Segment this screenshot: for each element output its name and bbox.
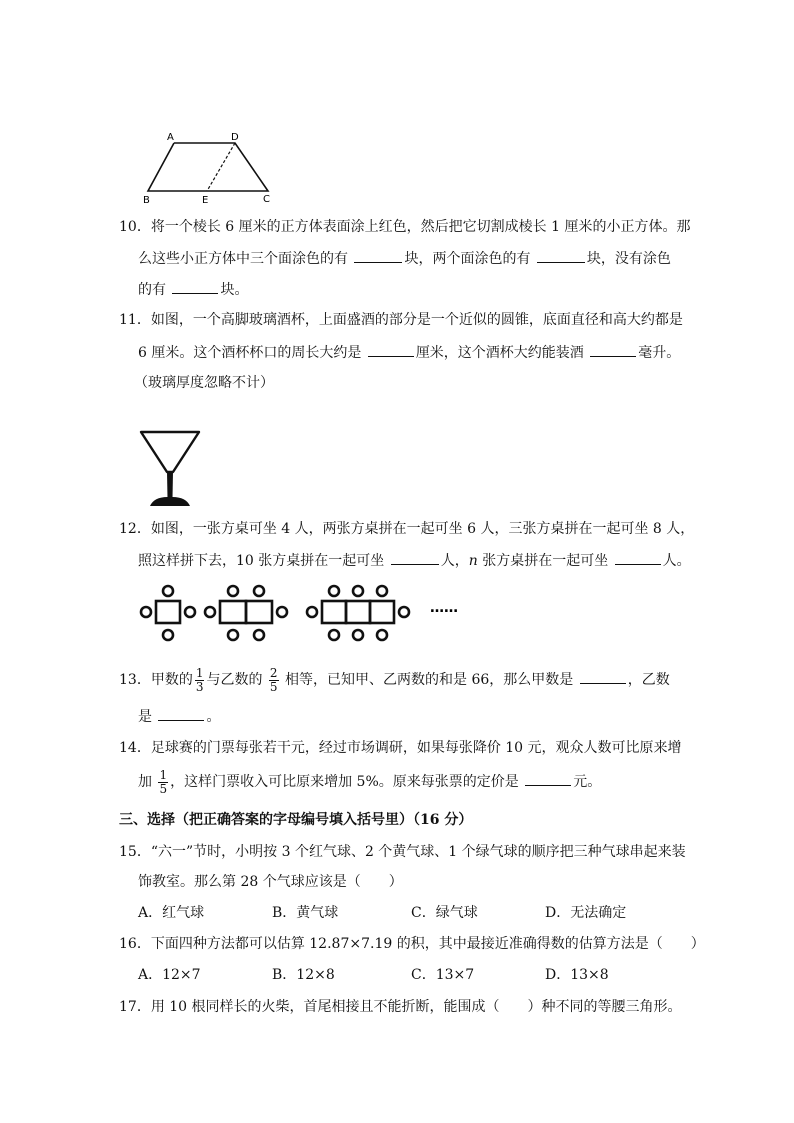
q15-option-a[interactable]: A．红气球 — [138, 905, 205, 921]
q11-line3: （玻璃厚度忽略不计） — [134, 375, 274, 391]
trapezoid-figure — [140, 130, 275, 205]
fraction-one-third: $\frac{1}{3}$ — [195, 665, 204, 694]
q14-line2: 加 $\frac{1}{5}$ ，这样门票收入可比原来增加 5%。原来每张票的定价是 元。 — [138, 767, 602, 796]
fraction-two-fifths: $\frac{2}{5}$ — [269, 665, 278, 694]
label-d: D — [231, 132, 239, 143]
q13-line2: 是 。 — [138, 706, 220, 727]
q14-line1: 14．足球赛的门票每张若干元，经过市场调研，如果每张降价 10 元，观众人数可比原来增 — [119, 740, 682, 756]
q10-line2: 么这些小正方体中三个面涂色的有 块，两个面涂色的有 块，没有涂色 — [138, 248, 671, 269]
q15-line2: 饰教室。那么第 28 个气球应该是（ ） — [138, 874, 403, 890]
answer-blank[interactable] — [525, 771, 571, 786]
q15-option-c[interactable]: C．绿气球 — [411, 905, 478, 921]
q16-option-a[interactable]: A．12×7 — [138, 967, 201, 983]
q10-line1: 10．将一个棱长 6 厘米的正方体表面涂上红色，然后把它切割成棱长 1 厘米的小正方体。那 — [119, 219, 691, 235]
q16-option-d[interactable]: D．13×8 — [545, 967, 609, 983]
q12-line2: 照这样拼下去，10 张方桌拼在一起可坐 人，n 张方桌拼在一起可坐 人。 — [138, 550, 691, 571]
fraction-one-fifth: $\frac{1}{5}$ — [159, 767, 168, 796]
q15-option-b[interactable]: B．黄气球 — [272, 905, 339, 921]
section-3-heading: 三、选择（把正确答案的字母编号填入括号里）（16 分） — [119, 812, 473, 828]
q15-line1: 15．“六一”节时，小明按 3 个红气球、2 个黄气球、1 个绿气球的顺序把三种气球串起来装 — [119, 844, 686, 860]
wine-glass-figure — [138, 428, 202, 510]
answer-blank[interactable] — [615, 550, 661, 565]
answer-blank[interactable] — [590, 342, 636, 357]
answer-blank[interactable] — [391, 550, 439, 565]
q17-line1: 17．用 10 根同样长的火柴，首尾相接且不能折断，能围成（ ）种不同的等腰三角形。 — [119, 999, 682, 1015]
answer-blank[interactable] — [537, 248, 585, 263]
q16-option-c[interactable]: C．13×7 — [411, 967, 475, 983]
answer-blank[interactable] — [158, 706, 204, 721]
label-e: E — [202, 195, 209, 205]
label-c: C — [263, 194, 270, 205]
q16-option-b[interactable]: B．12×8 — [272, 967, 335, 983]
answer-blank[interactable] — [172, 279, 218, 294]
answer-blank[interactable] — [354, 248, 402, 263]
answer-blank[interactable] — [580, 669, 626, 684]
tables-figure — [138, 583, 468, 643]
label-a: A — [167, 132, 174, 143]
label-b: B — [143, 195, 150, 205]
q16-line1: 16．下面四种方法都可以估算 12.87×7.19 的积，其中最接近准确得数的估算方法是（ ） — [119, 936, 705, 952]
q10-line3: 的有 块。 — [138, 279, 248, 300]
answer-blank[interactable] — [368, 342, 414, 357]
q11-line2: 6 厘米。这个酒杯杯口的周长大约是 厘米，这个酒杯大约能装酒 毫升。 — [138, 342, 680, 363]
ellipsis: …… — [430, 600, 458, 616]
q11-line1: 11．如图，一个高脚玻璃酒杯，上面盛酒的部分是一个近似的圆锥，底面直径和高大约都是 — [119, 312, 683, 328]
q12-line1: 12．如图，一张方桌可坐 4 人，两张方桌拼在一起可坐 6 人，三张方桌拼在一起可坐 8 人， — [119, 521, 695, 537]
q13-line1: 13．甲数的 $\frac{1}{3}$ 与乙数的 $\frac{2}{5}$ 相等，已知甲、乙两数的和是 66，那么甲数是 ，乙数 — [119, 665, 670, 694]
q15-option-d[interactable]: D．无法确定 — [545, 905, 627, 921]
